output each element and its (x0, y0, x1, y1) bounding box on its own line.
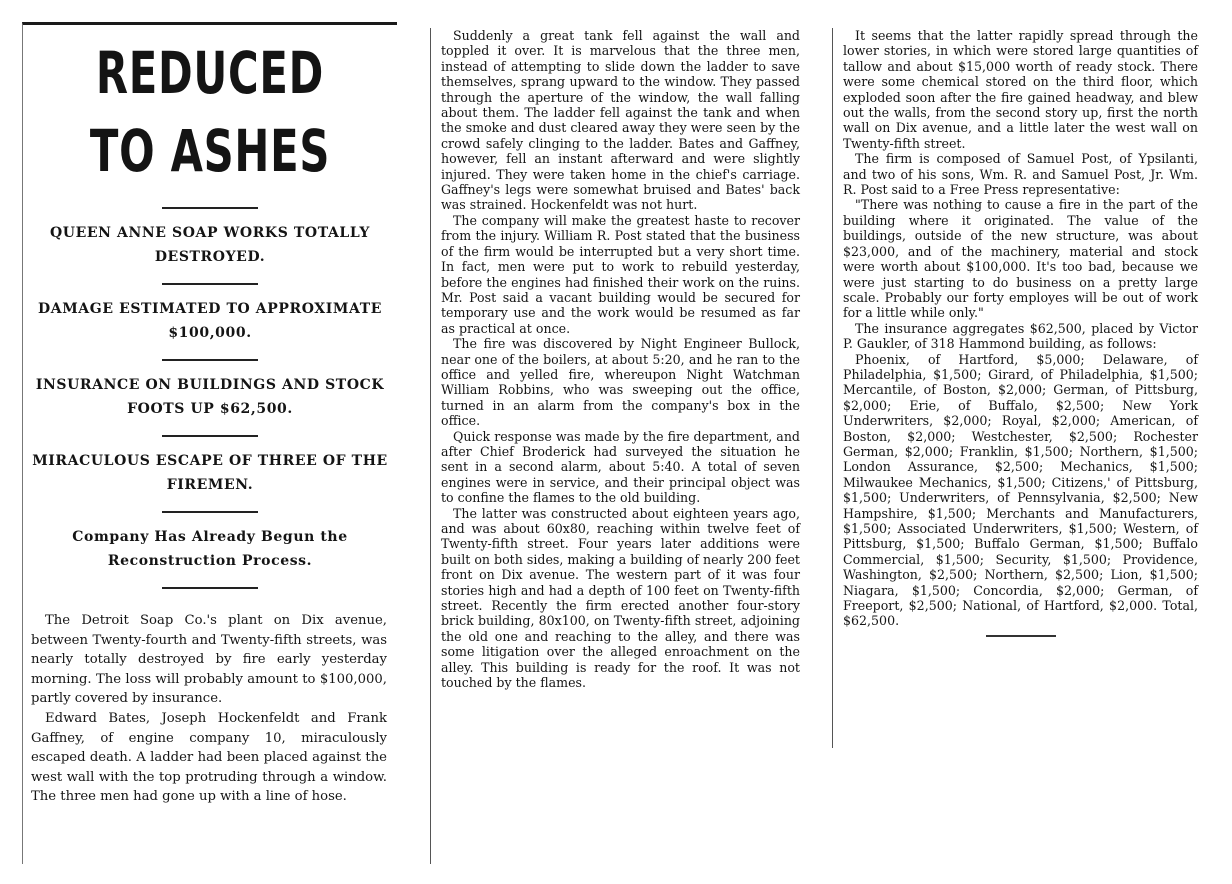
paragraph: Suddenly a great tank fell against the wall and toppled it over. It is marvelous that the three men, instead of attempting to slide down the ladder to save themselves, sprang upward to the window. They passed through the aperture of the window, the wall falling about them. The ladder fell against the tank and when the smoke and dust cleared away they were seen by the crowd safely clinging to the ladder. Bates and Gaffney, however, fell an instant afterward and were slightly injured. They were taken home in the chief's carriage. Gaffney's legs were somewhat bruised and Bates' back was strained. Hockenfeldt was not hurt. (441, 28, 800, 213)
headline-line-1: REDUCED (95, 39, 325, 107)
paragraph: The Detroit Soap Co.'s plant on Dix avenue, between Twenty-fourth and Twenty-fifth streets, was nearly totally destroyed by fire early yesterday morning. The loss will probably amount to $100,000, partly covered by insurance. (31, 613, 387, 707)
deck-1: QUEEN ANNE SOAP WORKS TOTALLY DESTROYED. (49, 225, 370, 265)
paragraph: The firm is composed of Samuel Post, of Ypsilanti, and two of his sons, Wm. R. and Samuel Post, Jr. Wm. R. Post said to a Free Press representative: (843, 151, 1198, 198)
column-3 (832, 28, 1208, 748)
paragraph: Quick response was made by the fire department, and after Chief Broderick had surveyed the situation he sent in a second alarm, about 5:40. A total of seven engines were in service, and their principal object was to confine the flames to the old building. (441, 428, 800, 506)
paragraph: Phoenix, of Hartford, $5,000; Delaware, of Philadelphia, $1,500; Girard, of Philadelphia, $1,500; Mercantile, of Boston, $2,000; German, of Pittsburg, $2,000; Erie, of Buffalo, $2,500; New York Underwriters, $2,000; Royal, $2,000; American, of Boston, $2,000; Westchester, $2,500; Rochester German, $2,000; Franklin, $1,500; Northern, $1,500; London Assurance, $2,500; Mechanics, $1,500; Milwaukee Mechanics, $1,500; Citizens,' of Pittsburg, $1,500; Underwriters, of Pennsylvania, $2,500; New Hampshire, $1,500; Merchants and Manufacturers, $1,500; Associated Underwriters, $1,500; Western, of Pittsburg, $1,500; Buffalo German, $1,500; Buffalo Commercial, $1,500; Security, $1,500; Providence, Washington, $2,500; Northern, $2,500; Lion, $1,500; Niagara, $1,500; Concordia, $2,000; German, of Freeport, $2,500; National, of Hartford, $2,000. Total, $62,500. (843, 351, 1198, 629)
divider (162, 207, 258, 209)
paragraph: It seems that the latter rapidly spread through the lower stories, in which were stored large quantities of tallow and about $15,000 worth of ready stock. There were some chemical stored on the third floor, which exploded soon after the fire gained headway, and blew out the walls, from the second story up, first the north wall on Dix avenue, and a little later the west wall on Twenty-fifth street. (843, 28, 1198, 151)
deck-3: INSURANCE ON BUILDINGS AND STOCK FOOTS UP $62,500. (35, 377, 385, 417)
column-3-body (843, 28, 1198, 629)
paragraph: The latter was constructed about eighteen years ago, and was about 60x80, reaching within twelve feet of Twenty-fifth street. Four years later additions were built on both sides, making a building of nearly 200 feet front on Dix avenue. The western part of it was four stories high and had a depth of 100 feet on Twenty-fifth street. Recently the firm erected another four-story brick building, 80x100, on Twenty-fifth street, adjoining the old one and reaching to the alley, and there was some litigation over the alleged enroachment on the alley. This building is ready for the roof. It was not touched by the flames. (441, 505, 800, 691)
column-1-body (31, 611, 387, 807)
deck-2: DAMAGE ESTIMATED TO APPROXIMATE $100,000. (38, 301, 382, 341)
paragraph: "There was nothing to cause a fire in the part of the building where it originated. The value of the buildings, outside of the new structure, was about $23,000, and of the machinery, material and stock were worth about $100,000. It's too bad, because we were just starting to do business on a pretty large scale. Probably our forty employes will be out of work for a little while only." (843, 197, 1198, 321)
divider (162, 435, 258, 437)
end-rule (986, 635, 1056, 637)
column-2-body (441, 28, 800, 690)
column-2 (430, 28, 810, 864)
divider (162, 511, 258, 513)
divider (162, 359, 258, 361)
column-1 (22, 22, 397, 864)
headline-line-2: TO ASHES (89, 117, 331, 185)
divider (162, 283, 258, 285)
paragraph: The insurance aggregates $62,500, placed by Victor P. Gaukler, of 318 Hammond building, as follows: (843, 320, 1198, 352)
deck-5: Company Has Already Begun the Reconstruction Process. (72, 529, 348, 569)
paragraph: The company will make the greatest haste to recover from the injury. William R. Post stated that the business of the firm would be interrupted but a very short time. In fact, men were put to work to rebuild yesterday, before the engines had finished their work on the ruins. Mr. Post said a vacant building would be secured for temporary use and the work would be resumed as far as practical at once. (441, 212, 800, 336)
headline (23, 39, 397, 185)
divider (162, 587, 258, 589)
deck-4: MIRACULOUS ESCAPE OF THREE OF THE FIREMEN. (32, 453, 388, 493)
paragraph: Edward Bates, Joseph Hockenfeldt and Frank Gaffney, of engine company 10, miraculously escaped death. A ladder had been placed against the west wall with the top protruding through a window. The three men had gone up with a line of hose. (31, 710, 387, 805)
paragraph: The fire was discovered by Night Engineer Bullock, near one of the boilers, at about 5:20, and he ran to the office and yelled fire, whereupon Night Watchman William Robbins, who was sweeping out the office, turned in an alarm from the company's box in the office. (441, 336, 800, 429)
